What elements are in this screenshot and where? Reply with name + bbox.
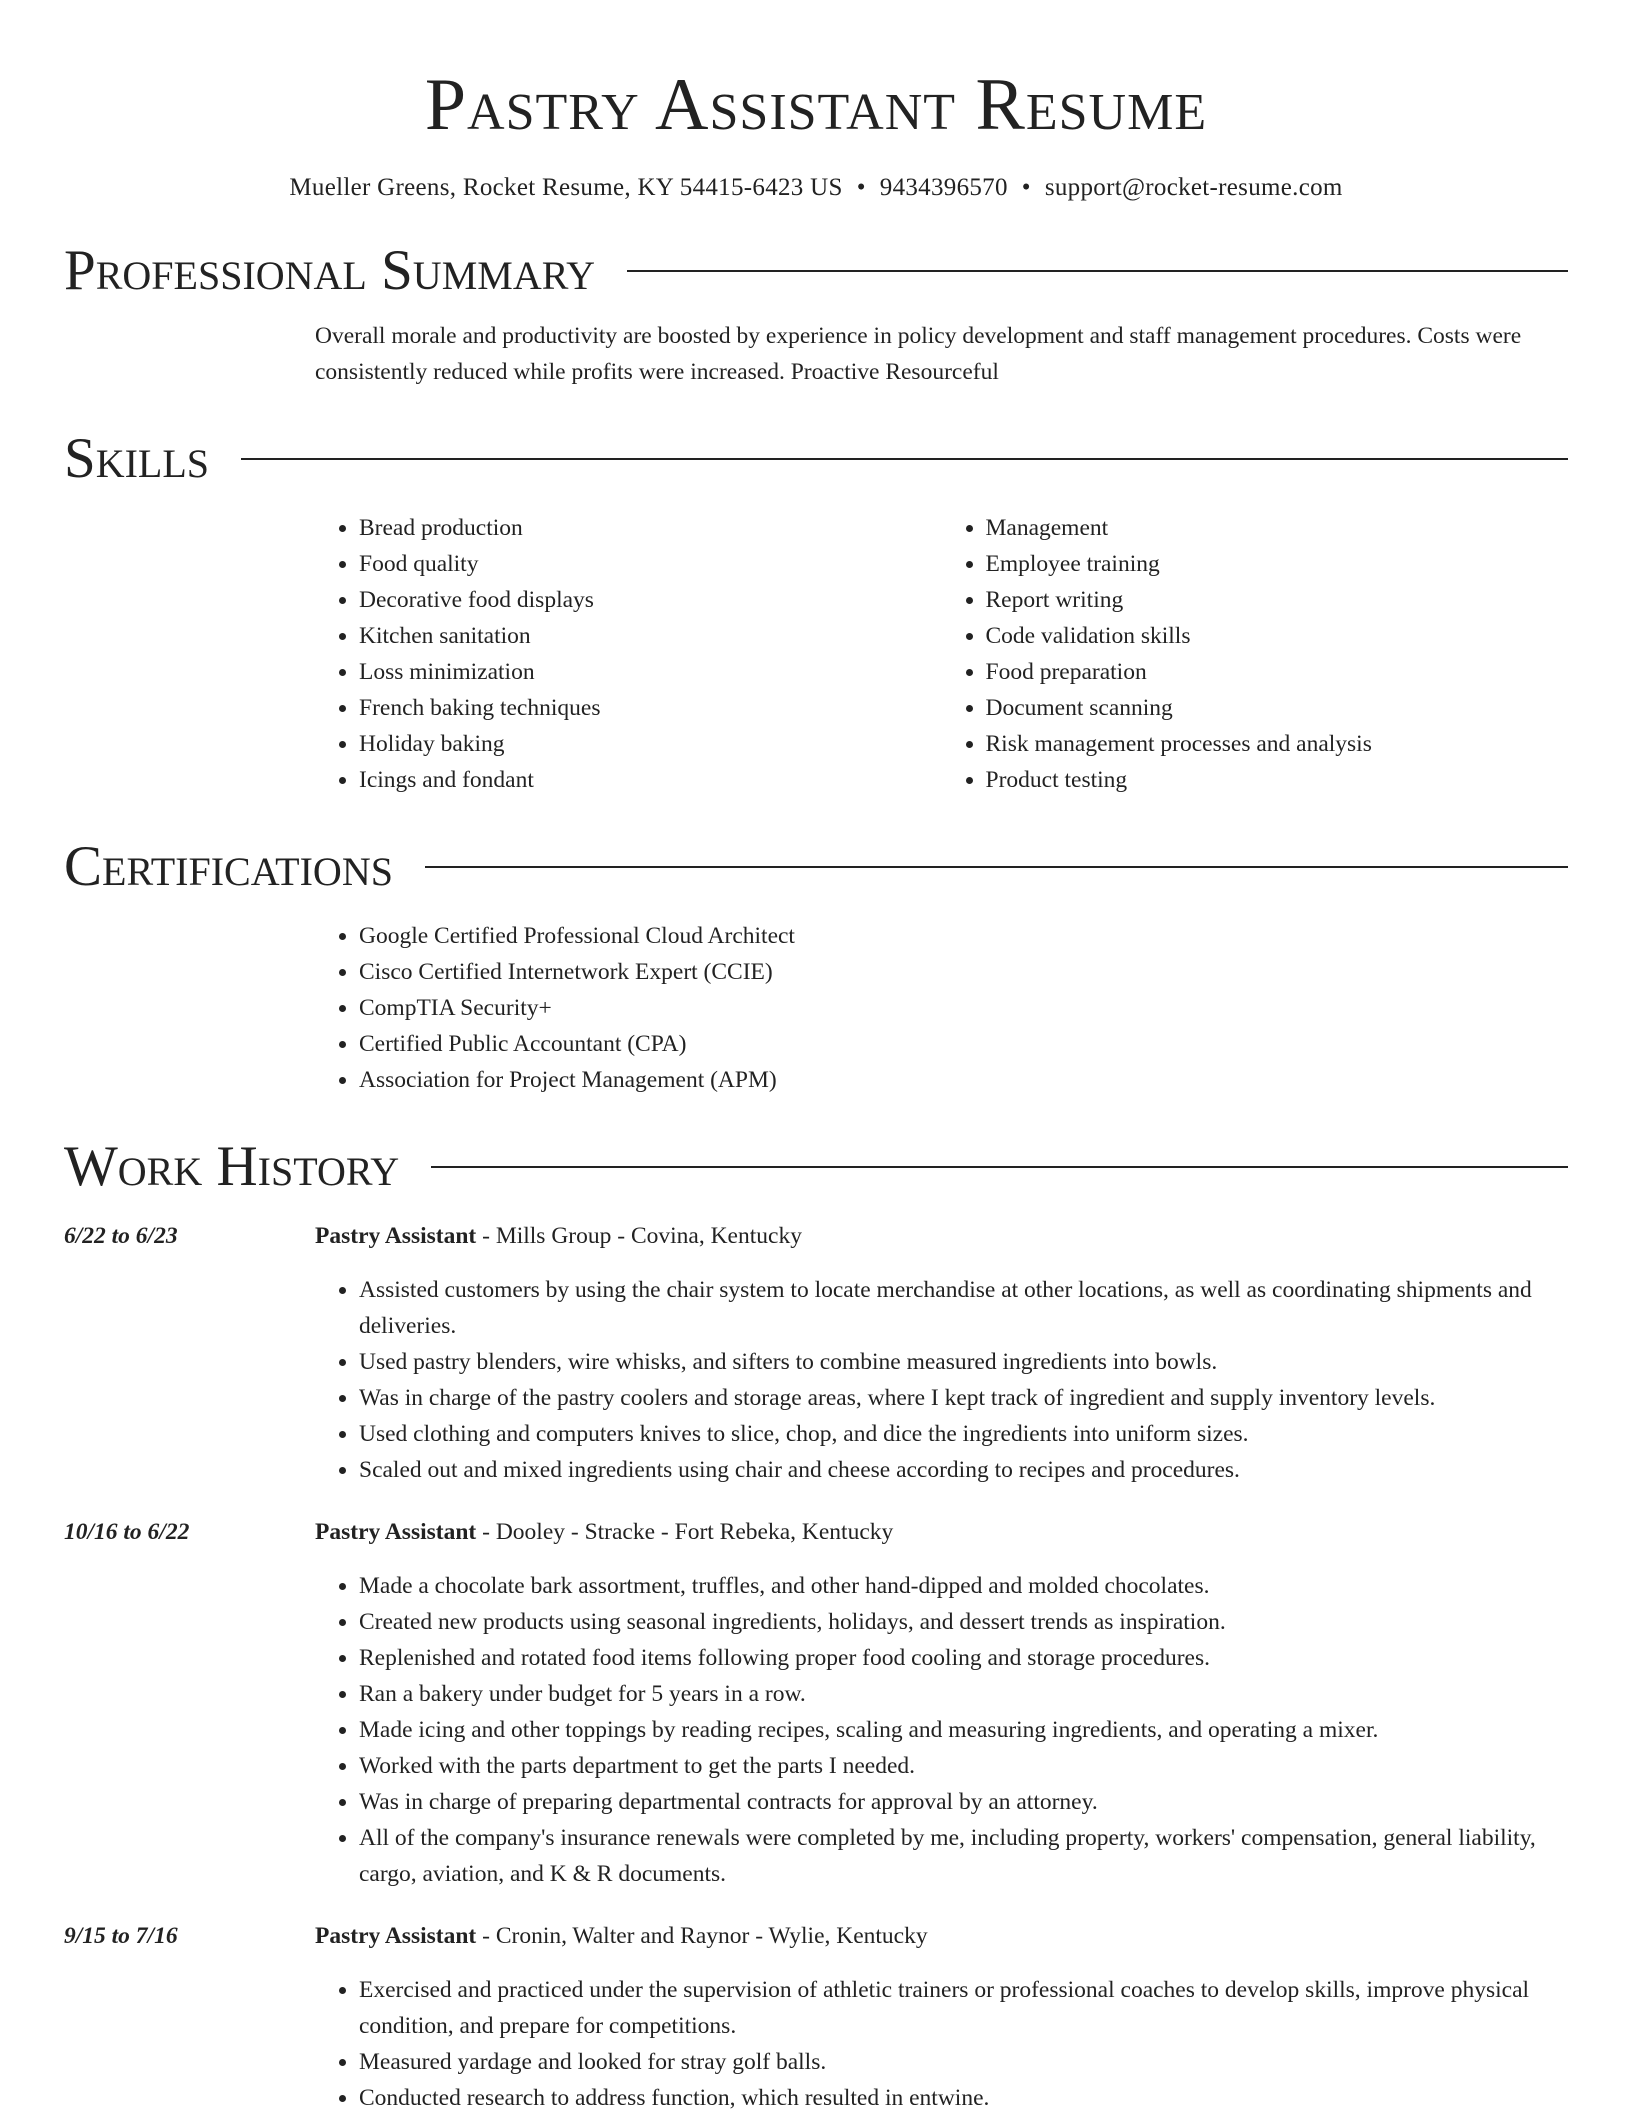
list-item: • Food preparation [986, 654, 1569, 690]
section-heading: Skills [64, 427, 210, 490]
separator-dot: • [1021, 174, 1031, 201]
list-item: • Google Certified Professional Cloud Architect [359, 918, 1568, 954]
certifications-list [315, 918, 1568, 1098]
list-item: • Scaled out and mixed ingredients using chair and cheese according to recipes and procedures. [359, 1452, 1568, 1488]
list-item: • Was in charge of the pastry coolers and storage areas, where I kept track of ingredient and supply inventory levels. [359, 1380, 1568, 1416]
list-item: • Made icing and other toppings by reading recipes, scaling and measuring ingredients, and operating a mixer. [359, 1712, 1568, 1748]
list-item: • Measured yardage and looked for stray golf balls. [359, 2044, 1568, 2080]
list-item: • Used clothing and computers knives to slice, chop, and dice the ingredients into uniform sizes. [359, 1416, 1568, 1452]
section-heading: Professional Summary [64, 239, 596, 302]
job-employer: - Mills Group - Covina, Kentucky [476, 1223, 802, 1249]
summary-text: Overall morale and productivity are boosted by experience in policy development and staff management procedures. Costs were consistently reduced while profits were increased. Proactive Resourceful [315, 323, 1522, 385]
job-title-line [315, 1218, 1568, 1254]
list-item: • Used pastry blenders, wire whisks, and sifters to combine measured ingredients into bowls. [359, 1344, 1568, 1380]
skills-list-left [315, 510, 942, 798]
list-item: • Icings and fondant [359, 762, 942, 798]
list-item: • Document scanning [986, 690, 1569, 726]
list-item: • CompTIA Security+ [359, 990, 1568, 1026]
list-item: • Decorative food displays [359, 582, 942, 618]
list-item: • Ran a bakery under budget for 5 years in a row. [359, 1676, 1568, 1712]
job-employer: - Dooley - Stracke - Fort Rebeka, Kentucky [476, 1519, 894, 1545]
list-item: • Conducted research to address function, which resulted in entwine. [359, 2080, 1568, 2116]
list-item: • All of the company's insurance renewals were completed by me, including property, workers' compensation, general liability, cargo, aviation, and K & R documents. [359, 1820, 1568, 1892]
section-divider [425, 866, 1568, 868]
separator-dot: • [856, 174, 866, 201]
work-history-list [64, 1218, 1568, 2116]
section-summary-header [64, 236, 1568, 306]
job-details [315, 1918, 1568, 2116]
list-item: • Worked with the parts department to get the parts I needed. [359, 1748, 1568, 1784]
summary-body [315, 318, 1568, 390]
list-item: • Exercised and practiced under the supervision of athletic trainers or professional coaches to develop skills, improve physical condition, and prepare for competitions. [359, 1972, 1568, 2044]
section-heading: Certifications [64, 835, 393, 898]
list-item: • Holiday baking [359, 726, 942, 762]
certifications-body [315, 918, 1568, 1098]
list-item: • Product testing [986, 762, 1569, 798]
list-item: • Food quality [359, 546, 942, 582]
job-title: Pastry Assistant [315, 1923, 477, 1949]
job-title: Pastry Assistant [315, 1519, 477, 1545]
section-work-header [64, 1132, 1568, 1202]
phone: 9434396570 [879, 174, 1008, 201]
job-details [315, 1218, 1568, 1488]
list-item: • Certified Public Accountant (CPA) [359, 1026, 1568, 1062]
skills-body [315, 510, 1568, 798]
address: Mueller Greens, Rocket Resume, KY 54415-6423 US [289, 174, 843, 201]
list-item: • Loss minimization [359, 654, 942, 690]
list-item: • Association for Project Management (APM) [359, 1062, 1568, 1098]
section-divider [627, 270, 1568, 272]
job-bullets [315, 1272, 1568, 1488]
list-item: • Kitchen sanitation [359, 618, 942, 654]
job-title-line [315, 1514, 1568, 1550]
section-skills-header [64, 424, 1568, 494]
list-item: • Bread production [359, 510, 942, 546]
list-item: • Assisted customers by using the chair system to locate merchandise at other locations, as well as coordinating shipments and deliveries. [359, 1272, 1568, 1344]
section-heading: Work History [64, 1135, 400, 1198]
list-item: • Code validation skills [986, 618, 1569, 654]
job-date: 6/22 to 6/23 [64, 1223, 178, 1249]
job-details [315, 1514, 1568, 1892]
list-item: • Made a chocolate bark assortment, truffles, and other hand-dipped and molded chocolates. [359, 1568, 1568, 1604]
list-item: • Employee training [986, 546, 1569, 582]
job-employer: - Cronin, Walter and Raynor - Wylie, Kentucky [476, 1923, 928, 1949]
job-entry [64, 1514, 1568, 1892]
section-divider [431, 1166, 1568, 1168]
job-date: 9/15 to 7/16 [64, 1923, 178, 1949]
job-bullets [315, 1568, 1568, 1892]
list-item: • Risk management processes and analysis [986, 726, 1569, 762]
list-item: • Report writing [986, 582, 1569, 618]
job-bullets [315, 1972, 1568, 2116]
job-date: 10/16 to 6/22 [64, 1519, 190, 1545]
job-title: Pastry Assistant [315, 1223, 477, 1249]
resume-title: Pastry Assistant Resume [424, 64, 1208, 146]
job-entry [64, 1218, 1568, 1488]
list-item: • French baking techniques [359, 690, 942, 726]
list-item: • Management [986, 510, 1569, 546]
section-divider [241, 458, 1568, 460]
email: support@rocket-resume.com [1044, 174, 1343, 201]
skills-list-right [942, 510, 1569, 798]
list-item: • Cisco Certified Internetwork Expert (CCIE) [359, 954, 1568, 990]
list-item: • Created new products using seasonal ingredients, holidays, and dessert trends as inspiration. [359, 1604, 1568, 1640]
contact-line [64, 174, 1568, 202]
section-certifications-header [64, 832, 1568, 902]
list-item: • Replenished and rotated food items following proper food cooling and storage procedures. [359, 1640, 1568, 1676]
job-title-line [315, 1918, 1568, 1954]
list-item: • Was in charge of preparing departmental contracts for approval by an attorney. [359, 1784, 1568, 1820]
job-entry [64, 1918, 1568, 2116]
